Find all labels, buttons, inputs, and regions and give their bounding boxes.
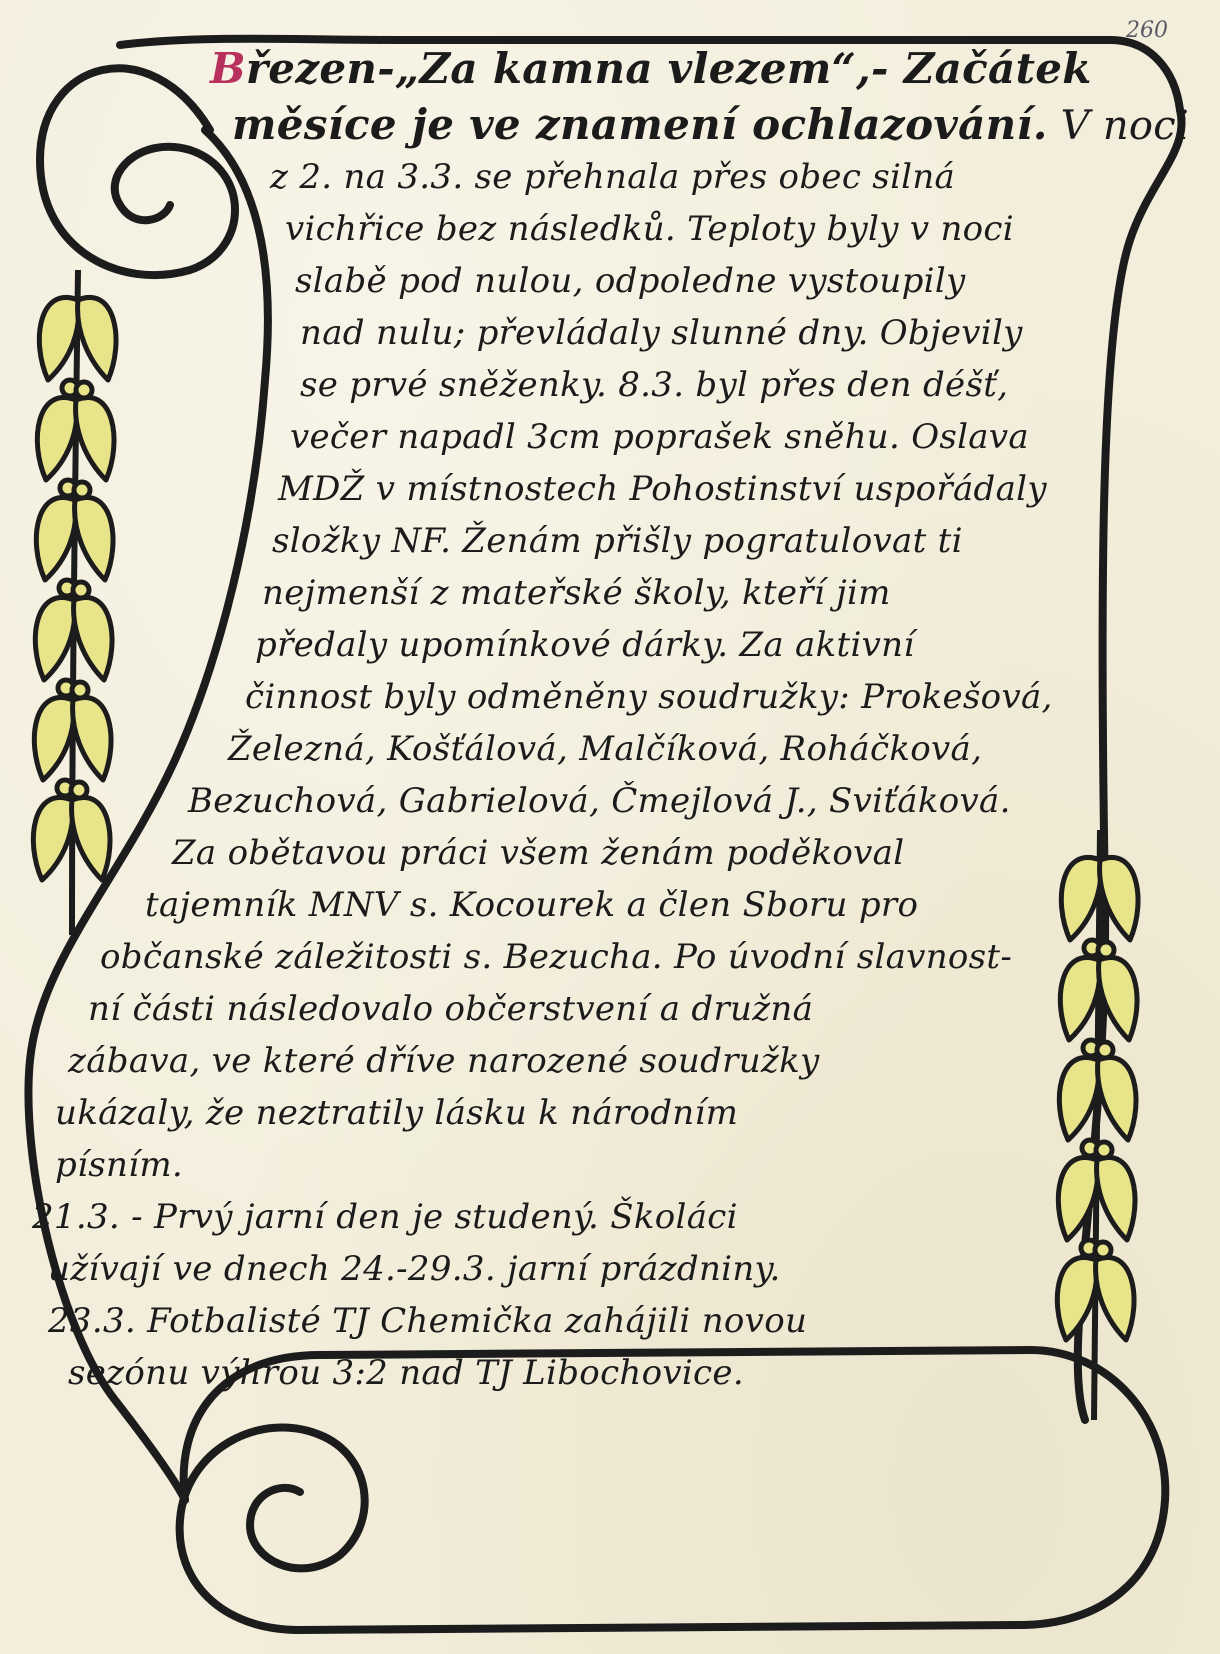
heading-line-2-tail: V noci <box>1060 103 1190 149</box>
body-line: občanské záležitosti s. Bezucha. Po úvodní slavnost- <box>100 937 1013 977</box>
body-line: zábava, ve které dříve narozené soudružky <box>68 1041 820 1081</box>
body-line: 23.3. Fotbalisté TJ Chemička zahájili novou <box>48 1301 808 1341</box>
body-line: večer napadl 3cm poprašek sněhu. Oslava <box>290 417 1029 457</box>
page-number: 260 <box>1126 18 1168 43</box>
body-line: tajemník MNV s. Kocourek a člen Sboru pro <box>145 885 919 925</box>
body-line: se prvé sněženky. 8.3. byl přes den déšť, <box>300 365 1009 405</box>
body-line: nejmenší z mateřské školy, kteří jim <box>262 573 891 613</box>
body-line: písním. <box>55 1145 184 1185</box>
body-line: MDŽ v místnostech Pohostinství uspořádaly <box>278 469 1047 509</box>
body-line: z 2. na 3.3. se přehnala přes obec silná <box>270 157 956 197</box>
body-line: vichřice bez následků. Teploty byly v noci <box>285 209 1014 249</box>
body-line: nad nulu; převládaly slunné dny. Objevily <box>300 313 1023 353</box>
heading-line-2-bold: měsíce je ve znamení ochlazování. <box>232 100 1048 149</box>
body-line: složky NF. Ženám přišly pogratulovat ti <box>272 521 963 561</box>
body-line: sezónu výhrou 3:2 nad TJ Libochovice. <box>68 1353 744 1393</box>
body-line: činnost byly odměněny soudružky: Prokešová, <box>245 677 1053 717</box>
body-line: slabě pod nulou, odpoledne vystoupily <box>295 261 966 301</box>
body-line: předaly upomínkové dárky. Za aktivní <box>255 625 915 665</box>
heading-rest: řezen-„Za kamna vlezem“,- Začátek <box>245 44 1092 93</box>
body-line: 21.3. - Prvý jarní den je studený. Školáci <box>32 1197 738 1237</box>
body-line: ukázaly, že neztratily lásku k národním <box>55 1093 739 1133</box>
body-line: Bezuchová, Gabrielová, Čmejlová J., Sviťáková. <box>188 781 1011 821</box>
body-line: užívají ve dnech 24.-29.3. jarní prázdniny. <box>48 1249 781 1289</box>
body-line: Železná, Košťálová, Malčíková, Roháčková, <box>228 729 983 769</box>
heading-initial: B <box>210 44 246 93</box>
heading-line-2 <box>232 100 1189 151</box>
body-line: Za obětavou práci všem ženám poděkoval <box>172 833 905 873</box>
heading-line-1 <box>210 44 1092 94</box>
body-line: ní části následovalo občerstvení a družná <box>88 989 814 1029</box>
